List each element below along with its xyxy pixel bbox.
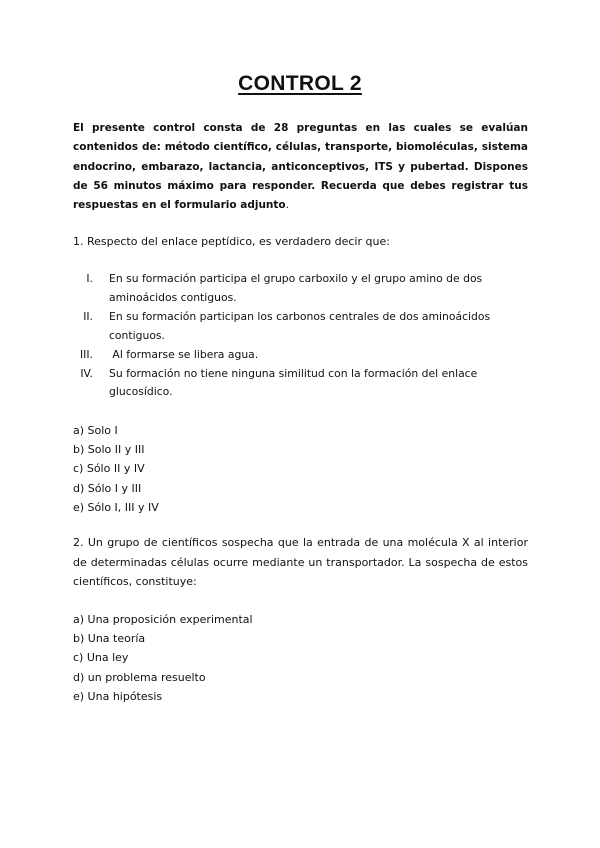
question-2-stem: 2. Un grupo de científicos sospecha que la entrada de una molécula X al interior de determinadas células ocurre mediante un transportador. La sospecha de estos científicos, constituye:	[73, 536, 528, 588]
intro-end-punct: .	[285, 199, 289, 212]
statement-number: IV.	[80, 366, 93, 380]
option-a: a) Solo I	[73, 424, 118, 437]
statement-text: En su formación participan los carbonos centrales de dos aminoácidos contiguos.	[109, 309, 491, 342]
option-e: e) Sólo I, III y IV	[73, 500, 159, 514]
statement-1	[73, 270, 528, 308]
statement-text: Al formarse se libera agua.	[109, 347, 259, 361]
statement-2	[73, 308, 528, 346]
option-e: e) Una hipótesis	[73, 689, 163, 703]
statement-number: I.	[86, 272, 93, 285]
option-d: d) Sólo I y III	[73, 481, 142, 495]
statement-number: II.	[83, 309, 93, 323]
intro-bold-text: El presente control consta de 28 preguntas en las cuales se evalúan contenidos de: método científico, células, transporte, biomoléculas, sistema endocrino, embarazo, lactancia, anticonceptivos, ITS y pubertad. Dispones de 56 minutos máximo para responder. Recuerda que debes registrar tus respuestas en el formulario adjunto	[73, 122, 528, 212]
statement-text: En su formación participa el grupo carboxilo y el grupo amino de dos aminoácidos contiguos.	[109, 272, 483, 304]
question-1-statements	[73, 270, 528, 402]
statement-number: III.	[80, 347, 93, 361]
option-c: c) Una ley	[73, 651, 129, 665]
option-b: b) Una teoría	[73, 632, 146, 646]
question-1-options	[73, 421, 528, 517]
question-2-options	[73, 610, 528, 706]
statement-3	[73, 346, 528, 365]
option-b: b) Solo II y III	[73, 443, 145, 457]
statement-text: Su formación no tiene ninguna similitud con la formación del enlace glucosídico.	[109, 366, 478, 399]
statement-4	[73, 365, 528, 403]
option-a: a) Una proposición experimental	[73, 613, 253, 626]
option-c: c) Sólo II y IV	[73, 462, 145, 476]
intro-paragraph	[73, 119, 528, 215]
option-d: d) un problema resuelto	[73, 670, 206, 684]
question-1-stem: 1. Respecto del enlace peptídico, es verdadero decir que:	[73, 235, 390, 248]
page-title: CONTROL 2	[238, 72, 362, 95]
